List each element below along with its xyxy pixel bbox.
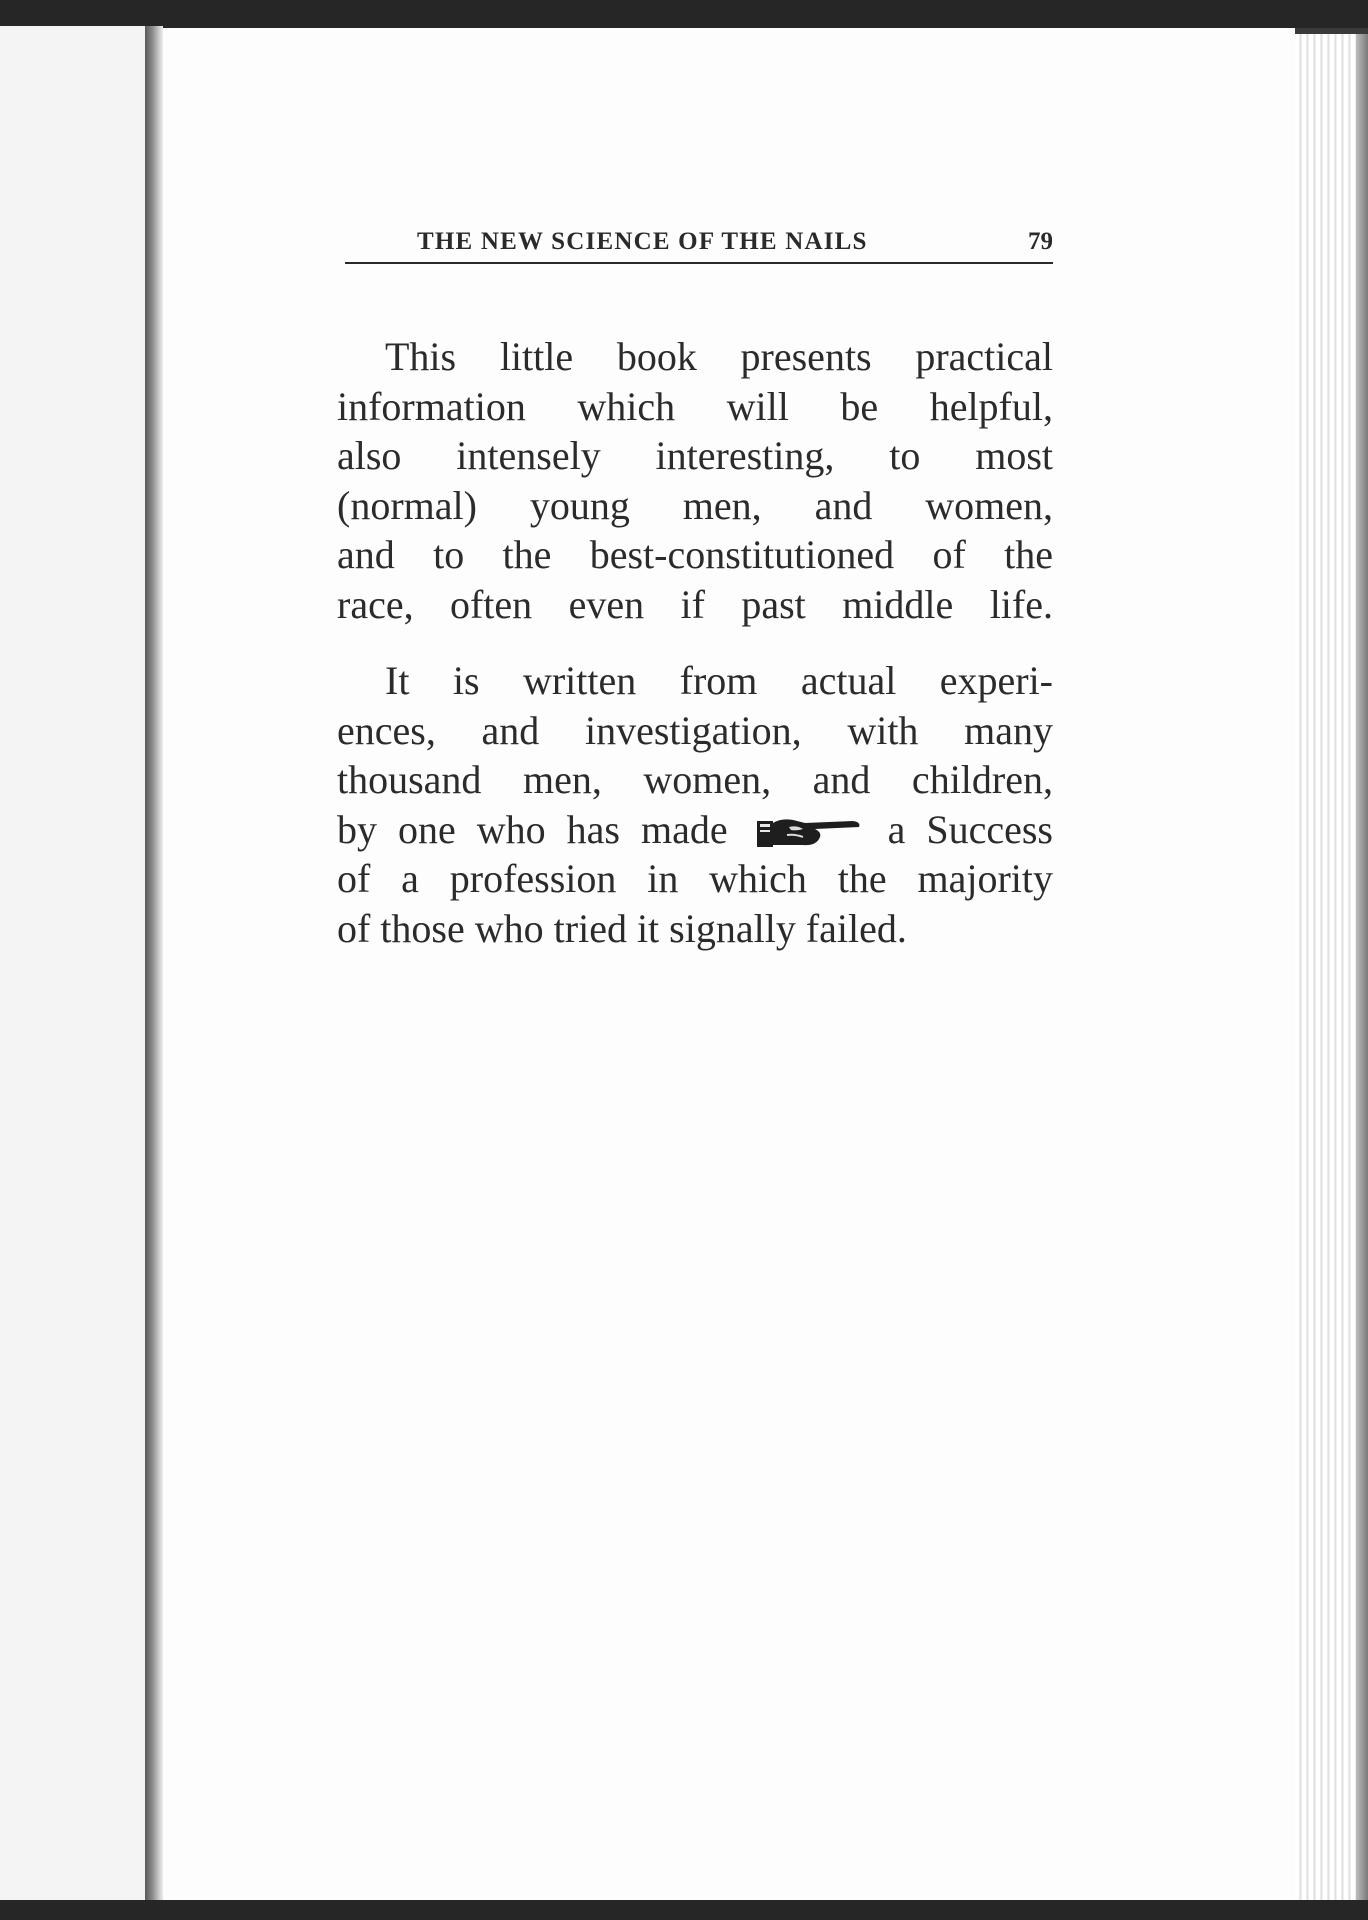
text-line: This little book presents practical — [385, 334, 1053, 379]
text-line: and to the best-constitutioned of the — [337, 532, 1053, 577]
pointer-line-after: a Success — [887, 806, 1053, 852]
running-head-title: THE NEW SCIENCE OF THE NAILS — [417, 228, 868, 255]
text-line: ences, and investigation, with many — [337, 707, 1053, 753]
scan-bottom-border — [0, 1900, 1368, 1920]
text-line: of a profession in which the majority — [337, 856, 1053, 901]
text-line: information which will be helpful, — [337, 383, 1053, 429]
text-line: thousand men, women, and children, — [337, 757, 1053, 802]
text-line: It is written from actual experi- — [385, 658, 1053, 703]
pointer-line-before: by one who has made — [337, 806, 728, 852]
page-number: 79 — [1028, 228, 1053, 255]
pointer-text-line — [337, 805, 1053, 855]
running-head — [345, 222, 1053, 264]
text-line: (normal) young men, and women, — [337, 482, 1053, 528]
text-line: also intensely interesting, to most — [337, 433, 1053, 478]
facing-page-blank — [0, 26, 145, 1900]
paragraph-1 — [337, 332, 1053, 629]
text-line: of those who tried it signally failed. — [337, 905, 907, 951]
book-gutter — [145, 26, 163, 1900]
text-line: race, often even if past middle life. — [337, 581, 1053, 627]
paragraph-2 — [337, 656, 1053, 953]
pointing-hand-icon — [753, 815, 863, 849]
page-edge-shadow — [1356, 34, 1368, 1900]
body-text — [337, 332, 1053, 980]
scan-top-border — [0, 0, 1368, 28]
